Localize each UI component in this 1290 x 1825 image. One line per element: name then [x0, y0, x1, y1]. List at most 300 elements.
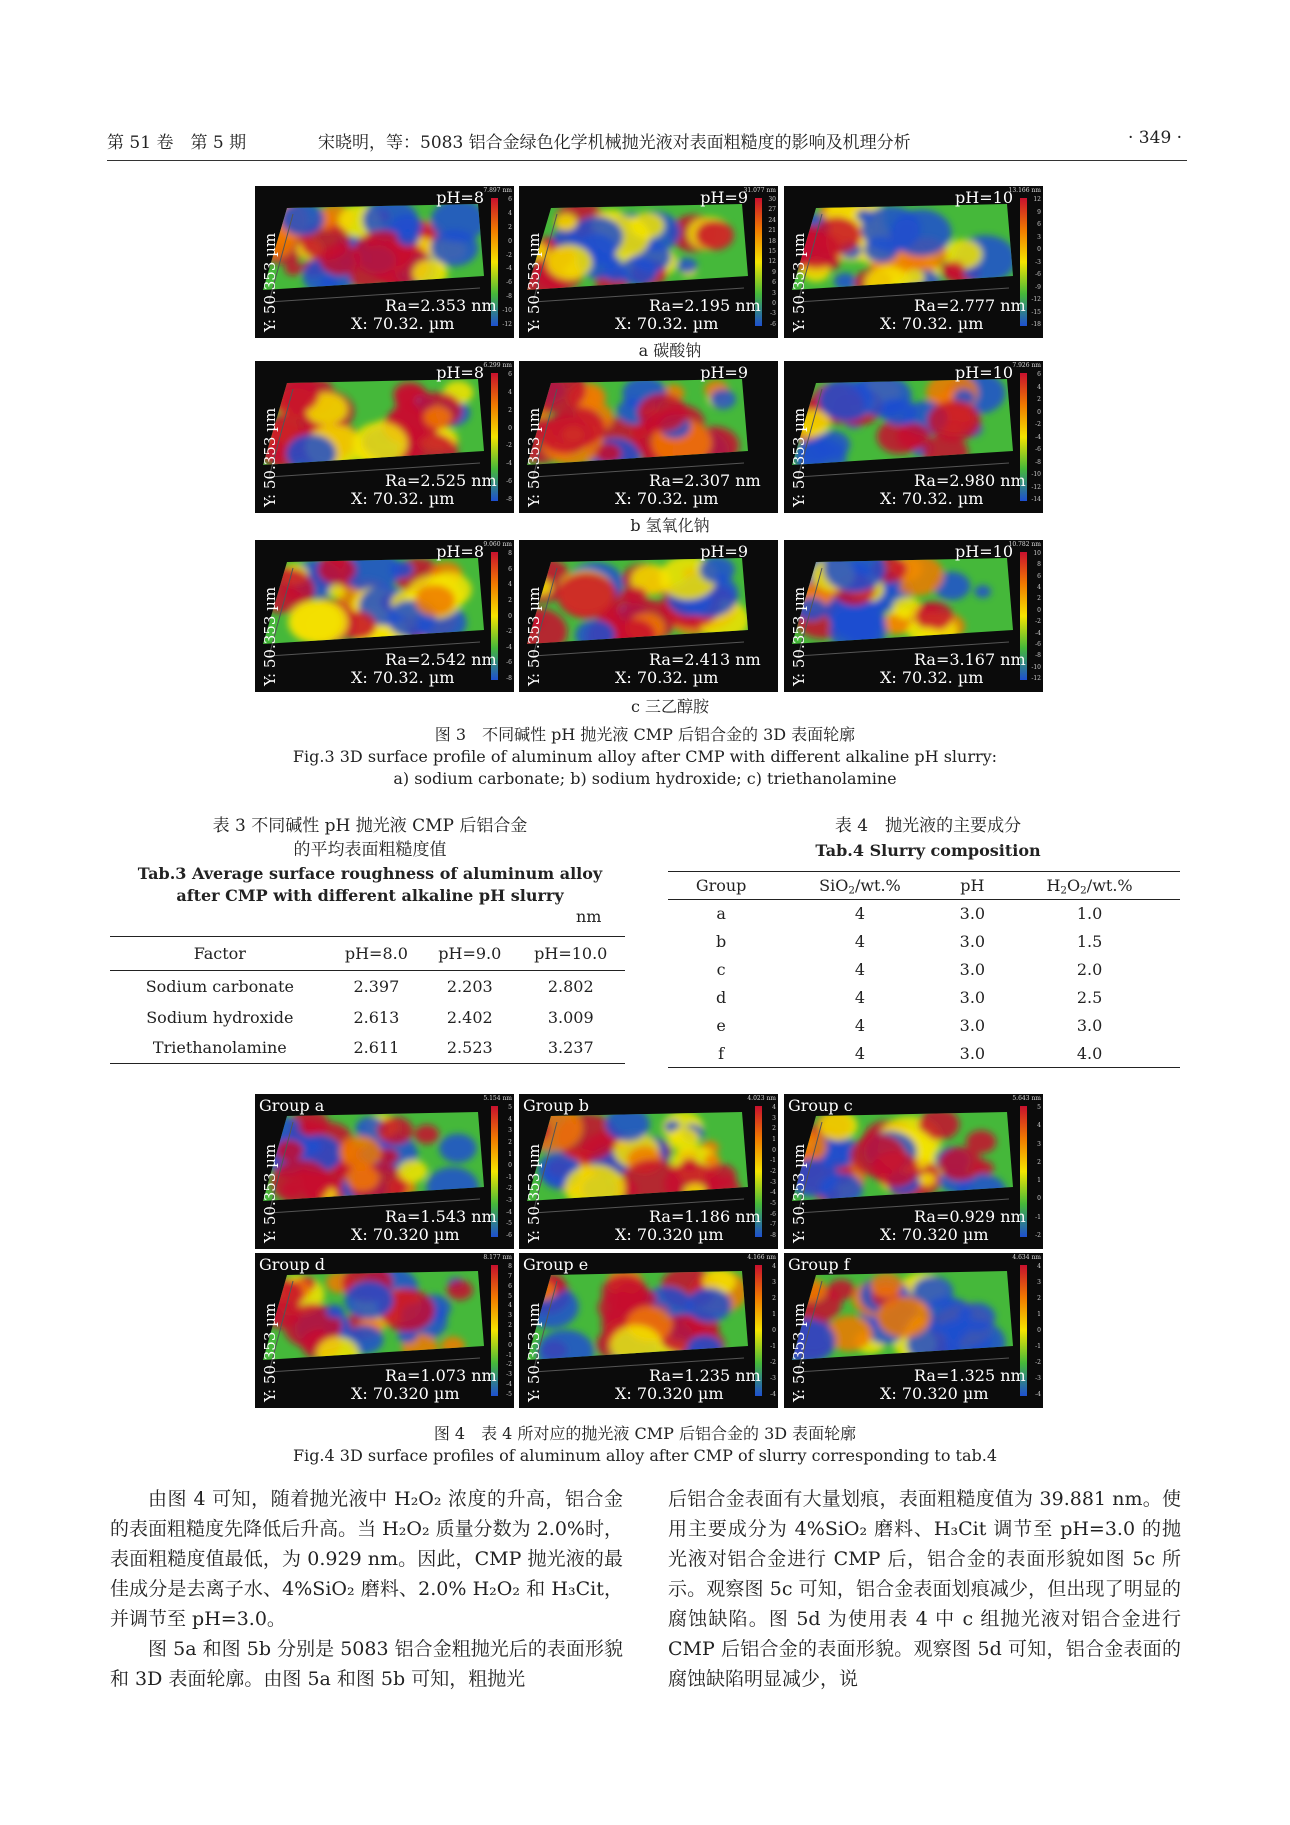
x-axis-label: X: 70.320 µm — [351, 1225, 460, 1244]
colorbar-tick: 30 — [768, 196, 776, 203]
colorbar-tick: 6 — [508, 371, 512, 378]
y-axis-label: Y: 50.353 µm — [525, 232, 543, 332]
colorbar-tick: -3 — [770, 1375, 776, 1382]
ra-value: Ra=2.980 nm — [914, 471, 1026, 490]
group-label: Group e — [523, 1255, 589, 1274]
table-row — [110, 1002, 625, 1033]
table3-header-ph9: pH=9.0 — [438, 944, 502, 963]
colorbar-tick: 6 — [772, 279, 776, 287]
colorbar-ticks — [1029, 371, 1041, 503]
colorbar-tick: 24 — [768, 216, 776, 224]
colorbar-tick: -8 — [506, 675, 512, 682]
table-cell: a — [716, 904, 726, 924]
ra-value: Ra=2.307 nm — [649, 471, 761, 490]
fig3-caption-en-2: a) sodium carbonate; b) sodium hydroxide; c) triethanolamine — [393, 769, 897, 788]
x-axis-label: X: 70.32. µm — [615, 668, 719, 687]
colorbar-tick: -3 — [506, 1371, 512, 1379]
colorbar-tick: -4 — [506, 643, 512, 651]
table-cell: 2.0 — [1076, 960, 1103, 979]
surface-panel — [255, 361, 514, 513]
colorbar-tick: -12 — [502, 320, 512, 328]
ph-label: pH=10 — [955, 188, 1013, 207]
colorbar-tick: -7 — [770, 1221, 776, 1229]
colorbar-tick: 2 — [1037, 1158, 1041, 1166]
fig3-row-c-label: c 三乙醇胺 — [630, 697, 710, 716]
colorbar-tick: 6 — [508, 196, 512, 203]
table-cell: 1.0 — [1076, 904, 1103, 924]
page-number: · 349 · — [1128, 128, 1183, 148]
colorbar-tick: -4 — [770, 1189, 776, 1197]
colorbar-tick: 3 — [1037, 233, 1041, 241]
colorbar-tick: -3 — [506, 1197, 512, 1204]
surface-panel — [519, 1094, 778, 1249]
colorbar-tick: -2 — [770, 1359, 776, 1366]
x-axis-label: X: 70.320 µm — [615, 1384, 724, 1403]
table-cell: Triethanolamine — [152, 1038, 287, 1058]
colorbar-tick: -8 — [770, 1231, 776, 1239]
colorbar-tick: 12 — [768, 258, 776, 266]
colorbar-tick: 0 — [508, 237, 512, 245]
colorbar-tick: -6 — [506, 1231, 512, 1239]
colorbar-tick: -8 — [506, 495, 512, 503]
colorbar-max: 7.897 nm — [483, 187, 512, 194]
y-axis-label: Y: 50.353 µm — [790, 407, 808, 507]
table-cell: b — [716, 932, 727, 951]
body-left-paragraph-2: 图 5a 和图 5b 分别是 5083 铝合金粗抛光后的表面形貌和 3D 表面轮廓。由图 5a 和图 5b 可知，粗抛光 — [110, 1638, 623, 1690]
colorbar-tick: -1 — [770, 1343, 776, 1350]
colorbar-tick: 4 — [508, 581, 512, 589]
ra-value: Ra=1.543 nm — [385, 1207, 497, 1226]
table-cell: 4 — [854, 904, 866, 924]
table4-header-ph: pH — [960, 876, 985, 895]
table-row — [668, 928, 1180, 956]
table-cell: 3.0 — [959, 1016, 986, 1035]
table-cell: 1.5 — [1076, 932, 1103, 951]
ra-value: Ra=1.235 nm — [649, 1366, 761, 1385]
table-cell: 3.0 — [959, 988, 986, 1007]
ra-value: Ra=1.186 nm — [649, 1207, 761, 1226]
y-axis-label: Y: 50.353 µm — [790, 1143, 808, 1243]
table4-header-sio2: SiO$_2$/wt.% — [819, 876, 901, 897]
surface-panel — [255, 186, 514, 338]
colorbar-tick: 0 — [508, 1162, 512, 1170]
colorbar-tick: -2 — [506, 251, 512, 259]
table3-header-factor: Factor — [193, 944, 246, 963]
colorbar-max: 8.177 nm — [483, 1254, 512, 1261]
colorbar-tick: -6 — [1035, 446, 1041, 453]
table3-body — [110, 971, 625, 1064]
table-cell: 2.802 — [547, 976, 594, 996]
table-cell: 2.611 — [353, 1038, 400, 1058]
colorbar-tick: -4 — [506, 1381, 512, 1389]
fig3-row-b-label: b 氢氧化钠 — [630, 516, 710, 535]
colorbar-tick: 27 — [768, 206, 776, 214]
colorbar-tick: 3 — [508, 1312, 512, 1320]
colorbar-tick: 0 — [1037, 408, 1041, 416]
colorbar-max: 7.926 nm — [1012, 362, 1041, 369]
colorbar-tick: 1 — [772, 1135, 776, 1143]
colorbar-tick: -2 — [506, 1185, 512, 1193]
colorbar-tick: 0 — [508, 612, 512, 620]
colorbar-tick: 6 — [1037, 572, 1041, 580]
y-axis-label: Y: 50.353 µm — [525, 407, 543, 507]
surface-panel — [519, 361, 778, 513]
surface-panel — [784, 1094, 1043, 1249]
colorbar-tick: -6 — [770, 320, 776, 328]
colorbar-tick: 2 — [772, 1295, 776, 1302]
table-cell: 4 — [854, 932, 866, 951]
colorbar-tick: 0 — [508, 1341, 512, 1349]
colorbar-tick: 0 — [1037, 1327, 1041, 1334]
colorbar-max: 4.166 nm — [747, 1254, 776, 1261]
group-label: Group c — [788, 1096, 853, 1115]
colorbar-tick: 3 — [1037, 1279, 1041, 1286]
colorbar-ticks — [1029, 196, 1041, 328]
table-row — [668, 984, 1180, 1012]
x-axis-label: X: 70.32. µm — [880, 668, 984, 687]
y-axis-label: Y: 50.353 µm — [261, 407, 279, 507]
fig4-caption-cn: 图 4 表 4 所对应的抛光液 CMP 后铝合金的 3D 表面轮廓 — [433, 1424, 857, 1443]
colorbar-tick: 9 — [772, 268, 776, 276]
colorbar-tick: -6 — [1035, 271, 1041, 278]
colorbar-tick: -18 — [1031, 321, 1041, 328]
colorbar-tick: 10 — [1033, 550, 1041, 557]
colorbar-tick: 4 — [508, 388, 512, 396]
colorbar-tick: -2 — [506, 442, 512, 450]
colorbar-tick: -2 — [506, 1361, 512, 1369]
colorbar-tick: -1 — [506, 1173, 512, 1181]
colorbar-ticks — [1029, 1263, 1041, 1398]
colorbar-tick: -12 — [1031, 483, 1041, 491]
colorbar-tick: 1 — [508, 1331, 512, 1339]
colorbar-tick: 21 — [768, 227, 776, 235]
colorbar-tick: -4 — [1035, 433, 1041, 441]
ra-value: Ra=2.525 nm — [385, 471, 497, 490]
colorbar-tick: -1 — [770, 1157, 776, 1165]
colorbar-max: 31.077 nm — [743, 187, 776, 194]
y-axis-label: Y: 50.353 µm — [525, 1143, 543, 1243]
colorbar-tick: 2 — [1037, 396, 1041, 403]
colorbar-tick: -4 — [506, 265, 512, 273]
colorbar-tick: 6 — [1037, 221, 1041, 228]
colorbar-tick: -2 — [1035, 1231, 1041, 1239]
colorbar-ticks — [500, 550, 512, 682]
ph-label: pH=10 — [955, 542, 1013, 561]
colorbar-tick: 3 — [772, 289, 776, 297]
colorbar-tick: 4 — [508, 1115, 512, 1123]
colorbar-tick: 15 — [768, 248, 776, 256]
colorbar-ticks — [764, 196, 776, 328]
surface-panel — [519, 1253, 778, 1408]
ph-label: pH=10 — [955, 363, 1013, 382]
colorbar-tick: 0 — [1037, 1195, 1041, 1203]
colorbar-ticks — [500, 1263, 512, 1398]
x-axis-label: X: 70.32. µm — [880, 314, 984, 333]
ra-value: Ra=2.353 nm — [385, 296, 497, 315]
ph-label: pH=8 — [436, 363, 484, 382]
colorbar-ticks — [500, 371, 512, 503]
table-cell: Sodium hydroxide — [146, 1007, 294, 1027]
colorbar-tick: -8 — [506, 293, 512, 301]
table3-unit: nm — [576, 907, 602, 926]
colorbar-tick: 2 — [508, 596, 512, 604]
table4-body — [668, 900, 1180, 1068]
table-cell: 3.0 — [959, 904, 986, 924]
colorbar-tick: 4 — [508, 1302, 512, 1310]
ra-value: Ra=2.195 nm — [649, 296, 761, 315]
colorbar-tick: -15 — [1031, 308, 1041, 316]
colorbar-ticks — [764, 1104, 776, 1239]
colorbar-ticks — [764, 1263, 776, 1398]
x-axis-label: X: 70.320 µm — [615, 1225, 724, 1244]
x-axis-label: X: 70.32. µm — [351, 314, 455, 333]
colorbar-tick: -2 — [1035, 1359, 1041, 1366]
table3-header-ph10: pH=10.0 — [534, 944, 608, 963]
colorbar-tick: 4 — [508, 209, 512, 217]
table-cell: d — [716, 988, 727, 1007]
colorbar-tick: 6 — [508, 1282, 512, 1290]
group-label: Group b — [523, 1096, 589, 1115]
colorbar-tick: 2 — [508, 223, 512, 231]
colorbar-max: 9.060 nm — [483, 541, 512, 548]
colorbar-tick: -4 — [770, 1391, 776, 1398]
x-axis-label: X: 70.320 µm — [880, 1225, 989, 1244]
ra-value: Ra=2.413 nm — [649, 650, 761, 669]
ra-value: Ra=1.325 nm — [914, 1366, 1026, 1385]
colorbar-ticks — [1029, 550, 1041, 682]
colorbar-tick: 2 — [508, 406, 512, 414]
colorbar-tick: 1 — [508, 1150, 512, 1158]
table-row — [668, 1012, 1180, 1040]
y-axis-label: Y: 50.353 µm — [261, 586, 279, 686]
colorbar-tick: 2 — [508, 1322, 512, 1330]
colorbar-tick: -4 — [506, 1208, 512, 1216]
table-cell: 3.0 — [959, 932, 986, 951]
colorbar-tick: -8 — [1035, 652, 1041, 660]
colorbar-tick: 0 — [772, 1146, 776, 1154]
colorbar-tick: 3 — [508, 1127, 512, 1135]
colorbar-tick: 1 — [1037, 1311, 1041, 1318]
colorbar-ticks — [500, 1104, 512, 1239]
colorbar-tick: -4 — [1035, 1391, 1041, 1398]
table4-title-cn: 表 4 抛光液的主要成分 — [834, 816, 1022, 836]
colorbar-ticks — [1029, 1104, 1041, 1239]
colorbar-tick: -10 — [1031, 471, 1041, 478]
x-axis-label: X: 70.32. µm — [351, 489, 455, 508]
colorbar-tick: -5 — [506, 1220, 512, 1228]
table4 — [668, 871, 1180, 1068]
y-axis-label: Y: 50.353 µm — [525, 586, 543, 686]
fig3-caption-cn: 图 3 不同碱性 pH 抛光液 CMP 后铝合金的 3D 表面轮廓 — [434, 725, 856, 744]
fig4-caption-en: Fig.4 3D surface profiles of aluminum alloy after CMP of slurry corresponding to tab.4 — [292, 1446, 998, 1465]
y-axis-label: Y: 50.353 µm — [525, 1302, 543, 1402]
colorbar-tick: 12 — [1033, 196, 1041, 203]
colorbar-tick: 7 — [508, 1272, 512, 1280]
colorbar-tick: -8 — [1035, 458, 1041, 466]
x-axis-label: X: 70.32. µm — [615, 489, 719, 508]
colorbar-tick: -2 — [506, 628, 512, 636]
colorbar-tick: -1 — [506, 1351, 512, 1359]
colorbar-tick: 18 — [768, 237, 776, 245]
colorbar-tick: -1 — [1035, 1213, 1041, 1221]
table-row — [668, 1040, 1180, 1068]
journal-volume: 第 51 卷 第 5 期 — [107, 133, 247, 153]
table-cell: 4.0 — [1076, 1043, 1103, 1063]
group-label: Group f — [788, 1255, 850, 1274]
colorbar-tick: -6 — [770, 1210, 776, 1218]
colorbar-tick: 3 — [772, 1114, 776, 1122]
body-left-paragraph-1: 由图 4 可知，随着抛光液中 H₂O₂ 浓度的升高，铝合金的表面粗糙度先降低后升高。当 H₂O₂ 质量分数为 2.0%时，表面粗糙度值最低，为 0.929 nm。因此，CMP 抛光液的最佳成分是去离子水、4%SiO₂ 磨料、2.0% H₂O₂ 和 H₃Cit，并调节至 pH=3.0。 — [110, 1488, 623, 1630]
table-cell: e — [716, 1016, 726, 1035]
colorbar-max: 6.299 nm — [483, 362, 512, 369]
x-axis-label: X: 70.320 µm — [351, 1384, 460, 1403]
colorbar-tick: -6 — [506, 659, 512, 667]
fig3-row-a-label: a 碳酸钠 — [638, 341, 702, 360]
colorbar-tick: -10 — [1031, 663, 1041, 671]
colorbar-tick: 5 — [508, 1104, 512, 1111]
surface-panel — [519, 540, 778, 692]
colorbar-tick: 3 — [1037, 1140, 1041, 1148]
table-cell: 2.402 — [446, 1007, 493, 1027]
colorbar-tick: 0 — [772, 300, 776, 308]
table-cell: 4 — [854, 1043, 866, 1063]
ph-label: pH=8 — [436, 188, 484, 207]
table3-title-en-2: after CMP with different alkaline pH slurry — [176, 886, 564, 905]
y-axis-label: Y: 50.353 µm — [790, 1302, 808, 1402]
table3-title-en-1: Tab.3 Average surface roughness of aluminum alloy — [137, 864, 603, 883]
table-row — [110, 1033, 625, 1064]
colorbar-max: 10.782 nm — [1008, 541, 1041, 548]
group-label: Group a — [259, 1096, 325, 1115]
table-cell: 3.237 — [547, 1038, 594, 1058]
surface-panel — [784, 1253, 1043, 1408]
colorbar-tick: 6 — [508, 565, 512, 573]
table-cell: Sodium carbonate — [145, 976, 294, 996]
colorbar-tick: 4 — [1037, 383, 1041, 391]
colorbar-tick: -4 — [1035, 629, 1041, 637]
table-row — [668, 956, 1180, 984]
table-cell: 3.009 — [547, 1007, 594, 1027]
colorbar-tick: 0 — [1037, 606, 1041, 614]
surface-panel — [519, 186, 778, 338]
colorbar-tick: 2 — [1037, 1295, 1041, 1302]
y-axis-label: Y: 50.353 µm — [790, 586, 808, 686]
y-axis-label: Y: 50.353 µm — [261, 1143, 279, 1243]
x-axis-label: X: 70.32. µm — [351, 668, 455, 687]
x-axis-label: X: 70.32. µm — [880, 489, 984, 508]
colorbar-tick: -1 — [1035, 1343, 1041, 1350]
table-cell: 4 — [854, 988, 866, 1007]
table-cell: 3.0 — [1076, 1016, 1103, 1035]
header-rule — [107, 160, 1187, 161]
colorbar-tick: 3 — [772, 1279, 776, 1286]
x-axis-label: X: 70.32. µm — [615, 314, 719, 333]
ph-label: pH=8 — [436, 542, 484, 561]
table-cell: 2.5 — [1076, 988, 1103, 1007]
surface-panel — [784, 361, 1043, 513]
colorbar-tick: 0 — [772, 1327, 776, 1334]
ph-label: pH=9 — [700, 363, 748, 382]
colorbar-tick: -6 — [506, 478, 512, 486]
colorbar-max: 4.023 nm — [747, 1095, 776, 1102]
table-cell: 3.0 — [959, 960, 986, 979]
surface-panel — [255, 1253, 514, 1408]
colorbar-tick: 2 — [1037, 595, 1041, 603]
colorbar-tick: -2 — [1035, 618, 1041, 626]
body-right-paragraph-1: 后铝合金表面有大量划痕，表面粗糙度值为 39.881 nm。使用主要成分为 4%SiO₂ 磨料、H₃Cit 调节至 pH=3.0 的抛光液对铝合金进行 CMP 后，铝合金的表面形貌如图 5c 所示。观察图 5c 可知，铝合金表面划痕减少，但出现了明显的腐蚀缺陷。图 5d 为使用表 4 中 c 组抛光液对铝合金进行 CMP 后铝合金的表面形貌。观察图 5d 可知，铝合金表面的腐蚀缺陷明显减少，说 — [668, 1488, 1181, 1690]
surface-panel — [784, 540, 1043, 692]
y-axis-label: Y: 50.353 µm — [790, 232, 808, 332]
table-cell: 4 — [854, 960, 866, 979]
x-axis-label: X: 70.320 µm — [880, 1384, 989, 1403]
colorbar-tick: 4 — [772, 1104, 776, 1111]
colorbar-tick: -6 — [506, 279, 512, 287]
colorbar-tick: 6 — [1037, 371, 1041, 378]
colorbar-tick: 1 — [772, 1311, 776, 1318]
table3-title-cn-2: 的平均表面粗糙度值 — [293, 840, 447, 860]
colorbar-tick: 4 — [1037, 1263, 1041, 1270]
colorbar-max: 5.643 nm — [1012, 1095, 1041, 1102]
colorbar-tick: -3 — [1035, 1375, 1041, 1382]
table-row — [110, 971, 625, 1002]
ph-label: pH=9 — [700, 542, 748, 561]
colorbar-tick: -3 — [770, 1178, 776, 1186]
table3-header-ph8: pH=8.0 — [344, 944, 408, 963]
colorbar-tick: 4 — [1037, 1122, 1041, 1130]
table-cell: f — [718, 1043, 725, 1063]
table-cell: 2.523 — [446, 1038, 493, 1058]
y-axis-label: Y: 50.353 µm — [261, 232, 279, 332]
table-cell: 2.613 — [353, 1007, 400, 1027]
colorbar-tick: 4 — [1037, 584, 1041, 592]
colorbar-tick: 0 — [1037, 246, 1041, 253]
group-label: Group d — [259, 1255, 325, 1274]
y-axis-label: Y: 50.353 µm — [261, 1302, 279, 1402]
colorbar-tick: 4 — [772, 1263, 776, 1270]
ph-label: pH=9 — [700, 188, 748, 207]
ra-value: Ra=0.929 nm — [914, 1207, 1026, 1226]
table-cell: 4 — [854, 1016, 866, 1035]
colorbar-tick: 2 — [508, 1138, 512, 1146]
table4-header-group: Group — [695, 876, 747, 895]
body-left-column — [110, 1484, 623, 1694]
colorbar-max: 4.634 nm — [1012, 1254, 1041, 1261]
table-cell: 2.203 — [446, 976, 493, 996]
colorbar-tick: 0 — [508, 424, 512, 432]
colorbar-tick: 2 — [772, 1125, 776, 1133]
colorbar-tick: -9 — [1035, 283, 1041, 291]
colorbar-tick: 8 — [508, 1263, 512, 1270]
colorbar-max: 13.166 nm — [1008, 187, 1041, 194]
table-row — [668, 900, 1180, 928]
surface-panel — [255, 1094, 514, 1249]
colorbar-tick: -14 — [1031, 496, 1041, 503]
ra-value: Ra=2.777 nm — [914, 296, 1026, 315]
fig3-caption-en-1: Fig.3 3D surface profile of aluminum alloy after CMP with different alkaline pH slurry: — [292, 747, 998, 766]
running-title: 宋晓明，等：5083 铝合金绿色化学机械抛光液对表面粗糙度的影响及机理分析 — [318, 133, 911, 153]
surface-panel — [255, 540, 514, 692]
colorbar-tick: 5 — [1037, 1104, 1041, 1111]
table-cell: 2.397 — [353, 976, 400, 996]
colorbar-tick: -5 — [506, 1390, 512, 1398]
table3-title-cn-1: 表 3 不同碱性 pH 抛光液 CMP 后铝合金 — [212, 816, 528, 836]
colorbar-tick: 1 — [1037, 1177, 1041, 1185]
colorbar-tick: -10 — [502, 307, 512, 314]
colorbar-tick: -6 — [1035, 640, 1041, 648]
colorbar-ticks — [500, 196, 512, 328]
colorbar-tick: -2 — [770, 1167, 776, 1175]
colorbar-tick: 9 — [1037, 208, 1041, 216]
